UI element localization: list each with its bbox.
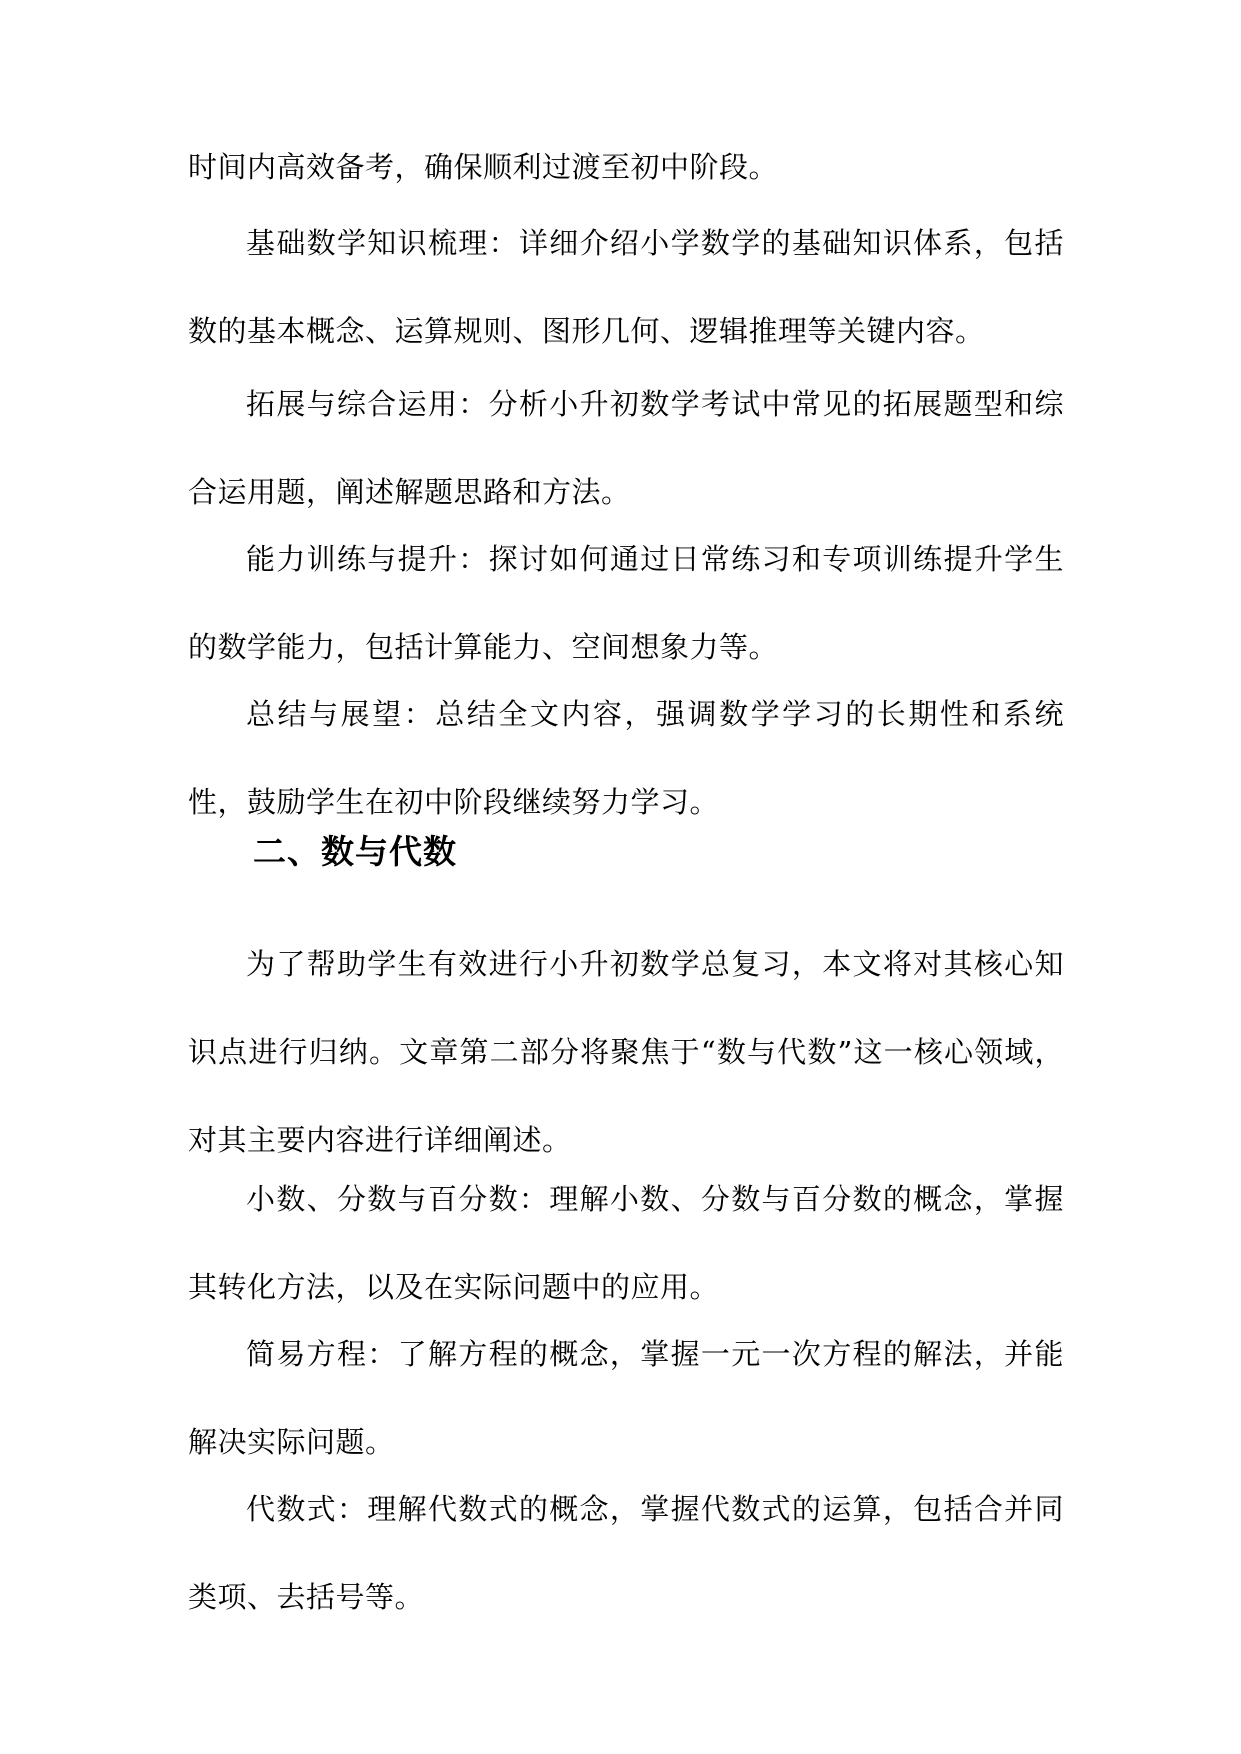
paragraph-continuation: 时间内高效备考，确保顺利过渡至初中阶段。 (188, 150, 779, 184)
paragraph-decimals: 小数、分数与百分数：理解小数、分数与百分数的概念，掌握其转化方法，以及在实际问题中的应用。 (188, 1182, 1064, 1304)
paragraph-intro: 为了帮助学生有效进行小升初数学总复习，本文将对其核心知识点进行归纳。文章第二部分将聚焦于“数与代数”这一核心领域，对其主要内容进行详细阐述。 (188, 947, 1064, 1157)
paragraph-summary: 总结与展望：总结全文内容，强调数学学习的长期性和系统性，鼓励学生在初中阶段继续努力学习。 (188, 697, 1064, 819)
paragraph-equations: 简易方程：了解方程的概念，掌握一元一次方程的解法，并能解决实际问题。 (188, 1337, 1064, 1459)
paragraph-extension: 拓展与综合运用：分析小升初数学考试中常见的拓展题型和综合运用题，阐述解题思路和方法。 (188, 387, 1064, 509)
paragraph-ability-training: 能力训练与提升：探讨如何通过日常练习和专项训练提升学生的数学能力，包括计算能力、空间想象力等。 (188, 542, 1064, 664)
paragraph-basic-knowledge: 基础数学知识梳理：详细介绍小学数学的基础知识体系，包括数的基本概念、运算规则、图形几何、逻辑推理等关键内容。 (188, 226, 1064, 348)
section-heading: 二、数与代数 (253, 832, 457, 871)
paragraph-algebraic-expressions: 代数式：理解代数式的概念，掌握代数式的运算，包括合并同类项、去括号等。 (188, 1492, 1064, 1614)
